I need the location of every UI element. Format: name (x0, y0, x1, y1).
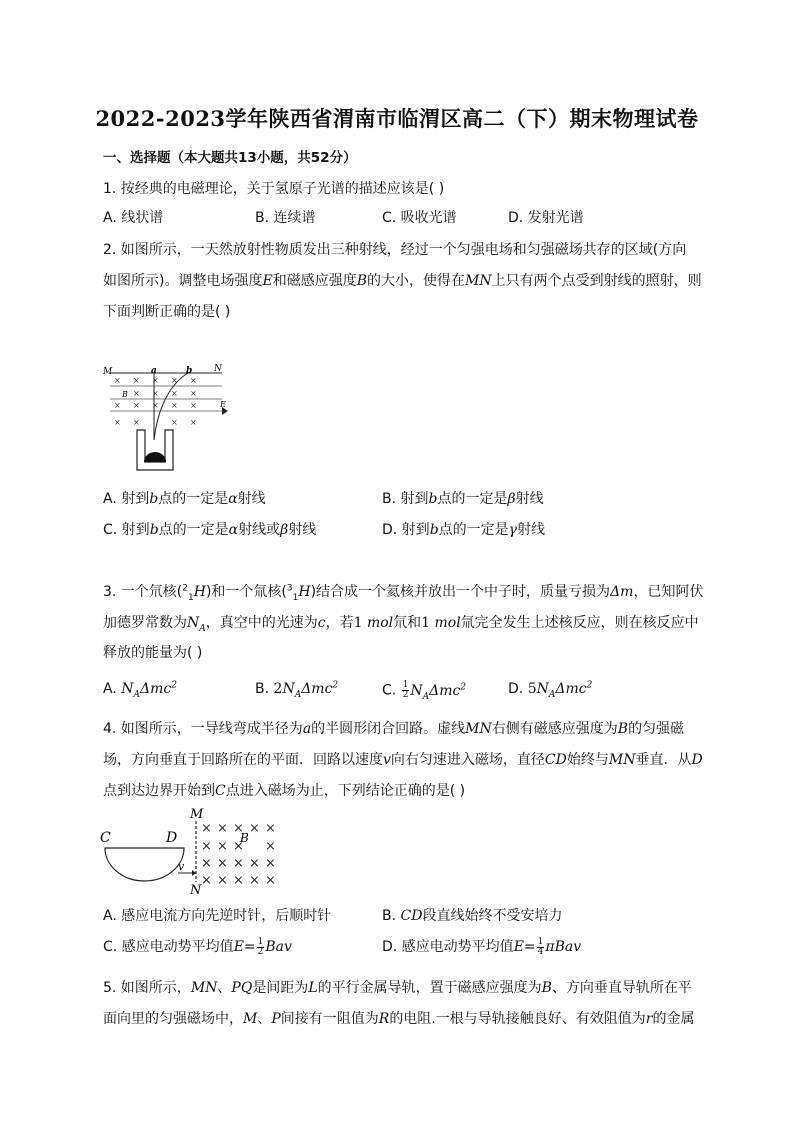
svg-text:×: × (217, 856, 228, 871)
q4-label-v: v (178, 860, 185, 873)
svg-text:×: × (133, 376, 140, 385)
q2-label-n: N (214, 364, 222, 374)
q4-cross-grid (201, 821, 276, 888)
svg-text:×: × (190, 401, 197, 410)
svg-text:×: × (217, 839, 228, 854)
svg-text:×: × (114, 418, 121, 427)
svg-text:×: × (171, 389, 178, 398)
q4-option-c: C. 感应电动势平均值E= $\frac{1}{2}$ Bav (103, 936, 292, 957)
question-2-line-1: 2. 如图所示，一天然放射性物质发出三种射线，经过一个匀强电场和匀强磁场共存的区域(方向 (103, 242, 687, 258)
q2-cross-grid (114, 376, 197, 427)
svg-text:×: × (265, 839, 276, 854)
q4-label-n: N (190, 883, 202, 896)
q4-label-c: C (100, 830, 111, 846)
q4-label-m: M (190, 807, 204, 822)
svg-text:×: × (217, 821, 228, 836)
svg-text:×: × (201, 821, 212, 836)
q3-option-d: D. $5N_A\Delta mc^2$ (508, 680, 593, 700)
q1-option-d: D. 发射光谱 (508, 210, 584, 226)
q4-option-d: D. 感应电动势平均值E= $\frac{1}{4}$ πBav (382, 936, 582, 957)
question-2-line-2: 如图所示)。调整电场强度E和磁感应强度B的大小，使得在MN上只有两个点受到射线的照射，则 (103, 273, 702, 289)
q2-figure (100, 362, 235, 478)
svg-text:×: × (190, 389, 197, 398)
question-5-line-1: 5. 如图所示，MN、PQ是间距为L的平行金属导轨，置于磁感应强度为B、方向垂直导轨所在平 (103, 980, 692, 996)
svg-text:×: × (201, 873, 212, 888)
svg-text:×: × (233, 873, 244, 888)
question-4-line-2: 场，方向垂直于回路所在的平面．回路以速度v向右匀速进入磁场，直径CD始终与MN垂直．从D (103, 752, 703, 768)
q1-option-c: C. 吸收光谱 (382, 210, 457, 226)
svg-text:×: × (114, 376, 121, 385)
q1-option-a: A. 线状谱 (103, 210, 164, 226)
q2-label-e: E (220, 400, 226, 409)
q2-label-a: a (151, 366, 157, 376)
section-heading: 一、选择题（本大题共13小题，共52分） (103, 150, 357, 166)
page-title: 2022-2023学年陕西省渭南市临渭区高二（下）期末物理试卷 (95, 106, 699, 131)
question-2-line-3: 下面判断正确的是( ) (103, 304, 231, 320)
q2-option-c: C. 射到b点的一定是α射线或β射线 (103, 522, 317, 538)
svg-text:×: × (190, 418, 197, 427)
svg-text:×: × (249, 873, 260, 888)
q3-option-a: A. $N_A\Delta mc^2$ (103, 680, 177, 700)
q2-option-d: D. 射到b点的一定是γ射线 (382, 522, 546, 538)
q4-option-b: B. CD段直线始终不受安培力 (382, 908, 563, 924)
q3-option-b: B. $2N_A\Delta mc^2$ (255, 680, 339, 700)
svg-text:×: × (133, 389, 140, 398)
svg-text:×: × (249, 856, 260, 871)
q2-label-b-field: B (122, 390, 128, 399)
svg-text:×: × (265, 821, 276, 836)
q1-option-b: B. 连续谱 (255, 210, 316, 226)
svg-text:×: × (171, 401, 178, 410)
svg-text:×: × (114, 401, 121, 410)
question-4-line-3: 点到达边界开始到C点进入磁场为止，下列结论正确的是( ) (103, 783, 466, 799)
q4-label-b: B (240, 831, 249, 845)
q2-label-m: M (103, 367, 113, 377)
svg-text:×: × (233, 821, 244, 836)
svg-text:×: × (201, 856, 212, 871)
svg-text:×: × (171, 376, 178, 385)
q4-figure (98, 806, 288, 900)
svg-text:×: × (171, 418, 178, 427)
svg-text:×: × (249, 821, 260, 836)
question-1-stem: 1. 按经典的电磁理论，关于氢原子光谱的描述应该是( ) (103, 181, 445, 197)
q2-option-b: B. 射到b点的一定是β射线 (382, 491, 544, 507)
question-3-line-2: 加德罗常数为$N_A$，真空中的光速为c，若1 mol氘和1 mol氚完全发生上述核反应，则在核反应中 (103, 615, 699, 634)
q4-label-d: D (166, 830, 178, 846)
question-5-line-2: 面向里的匀强磁场中，M、P间接有一阻值为R的电阻.一根与导轨接触良好、有效阻值为r的金属 (103, 1011, 695, 1027)
svg-text:×: × (133, 401, 140, 410)
q3-option-c: C. $\frac{1}{2}$ $N_A\Delta mc^2$ (382, 680, 467, 702)
svg-text:×: × (265, 873, 276, 888)
svg-text:×: × (233, 839, 244, 854)
question-4-line-1: 4. 如图所示，一导线弯成半径为a的半圆形闭合回路。虚线MN右侧有磁感应强度为B的匀强磁 (103, 721, 685, 737)
q4-option-a: A. 感应电流方向先逆时针，后顺时针 (103, 908, 332, 924)
svg-text:×: × (190, 376, 197, 385)
question-3-line-3: 释放的能量为( ) (103, 645, 203, 661)
svg-text:×: × (152, 401, 159, 410)
q2-label-b: b (186, 366, 193, 376)
svg-text:×: × (133, 418, 140, 427)
svg-text:×: × (217, 873, 228, 888)
svg-text:×: × (152, 389, 159, 398)
svg-text:×: × (265, 856, 276, 871)
svg-text:×: × (233, 856, 244, 871)
svg-text:×: × (152, 376, 159, 385)
question-3-line-1: 3. 一个氘核($^2_1$H)和一个氚核($^3_1$H)结合成一个氦核并放出一个中子时，质量亏损为Δm，已知阿伏 (103, 583, 704, 603)
q2-option-a: A. 射到b点的一定是α射线 (103, 491, 266, 507)
svg-text:×: × (201, 839, 212, 854)
